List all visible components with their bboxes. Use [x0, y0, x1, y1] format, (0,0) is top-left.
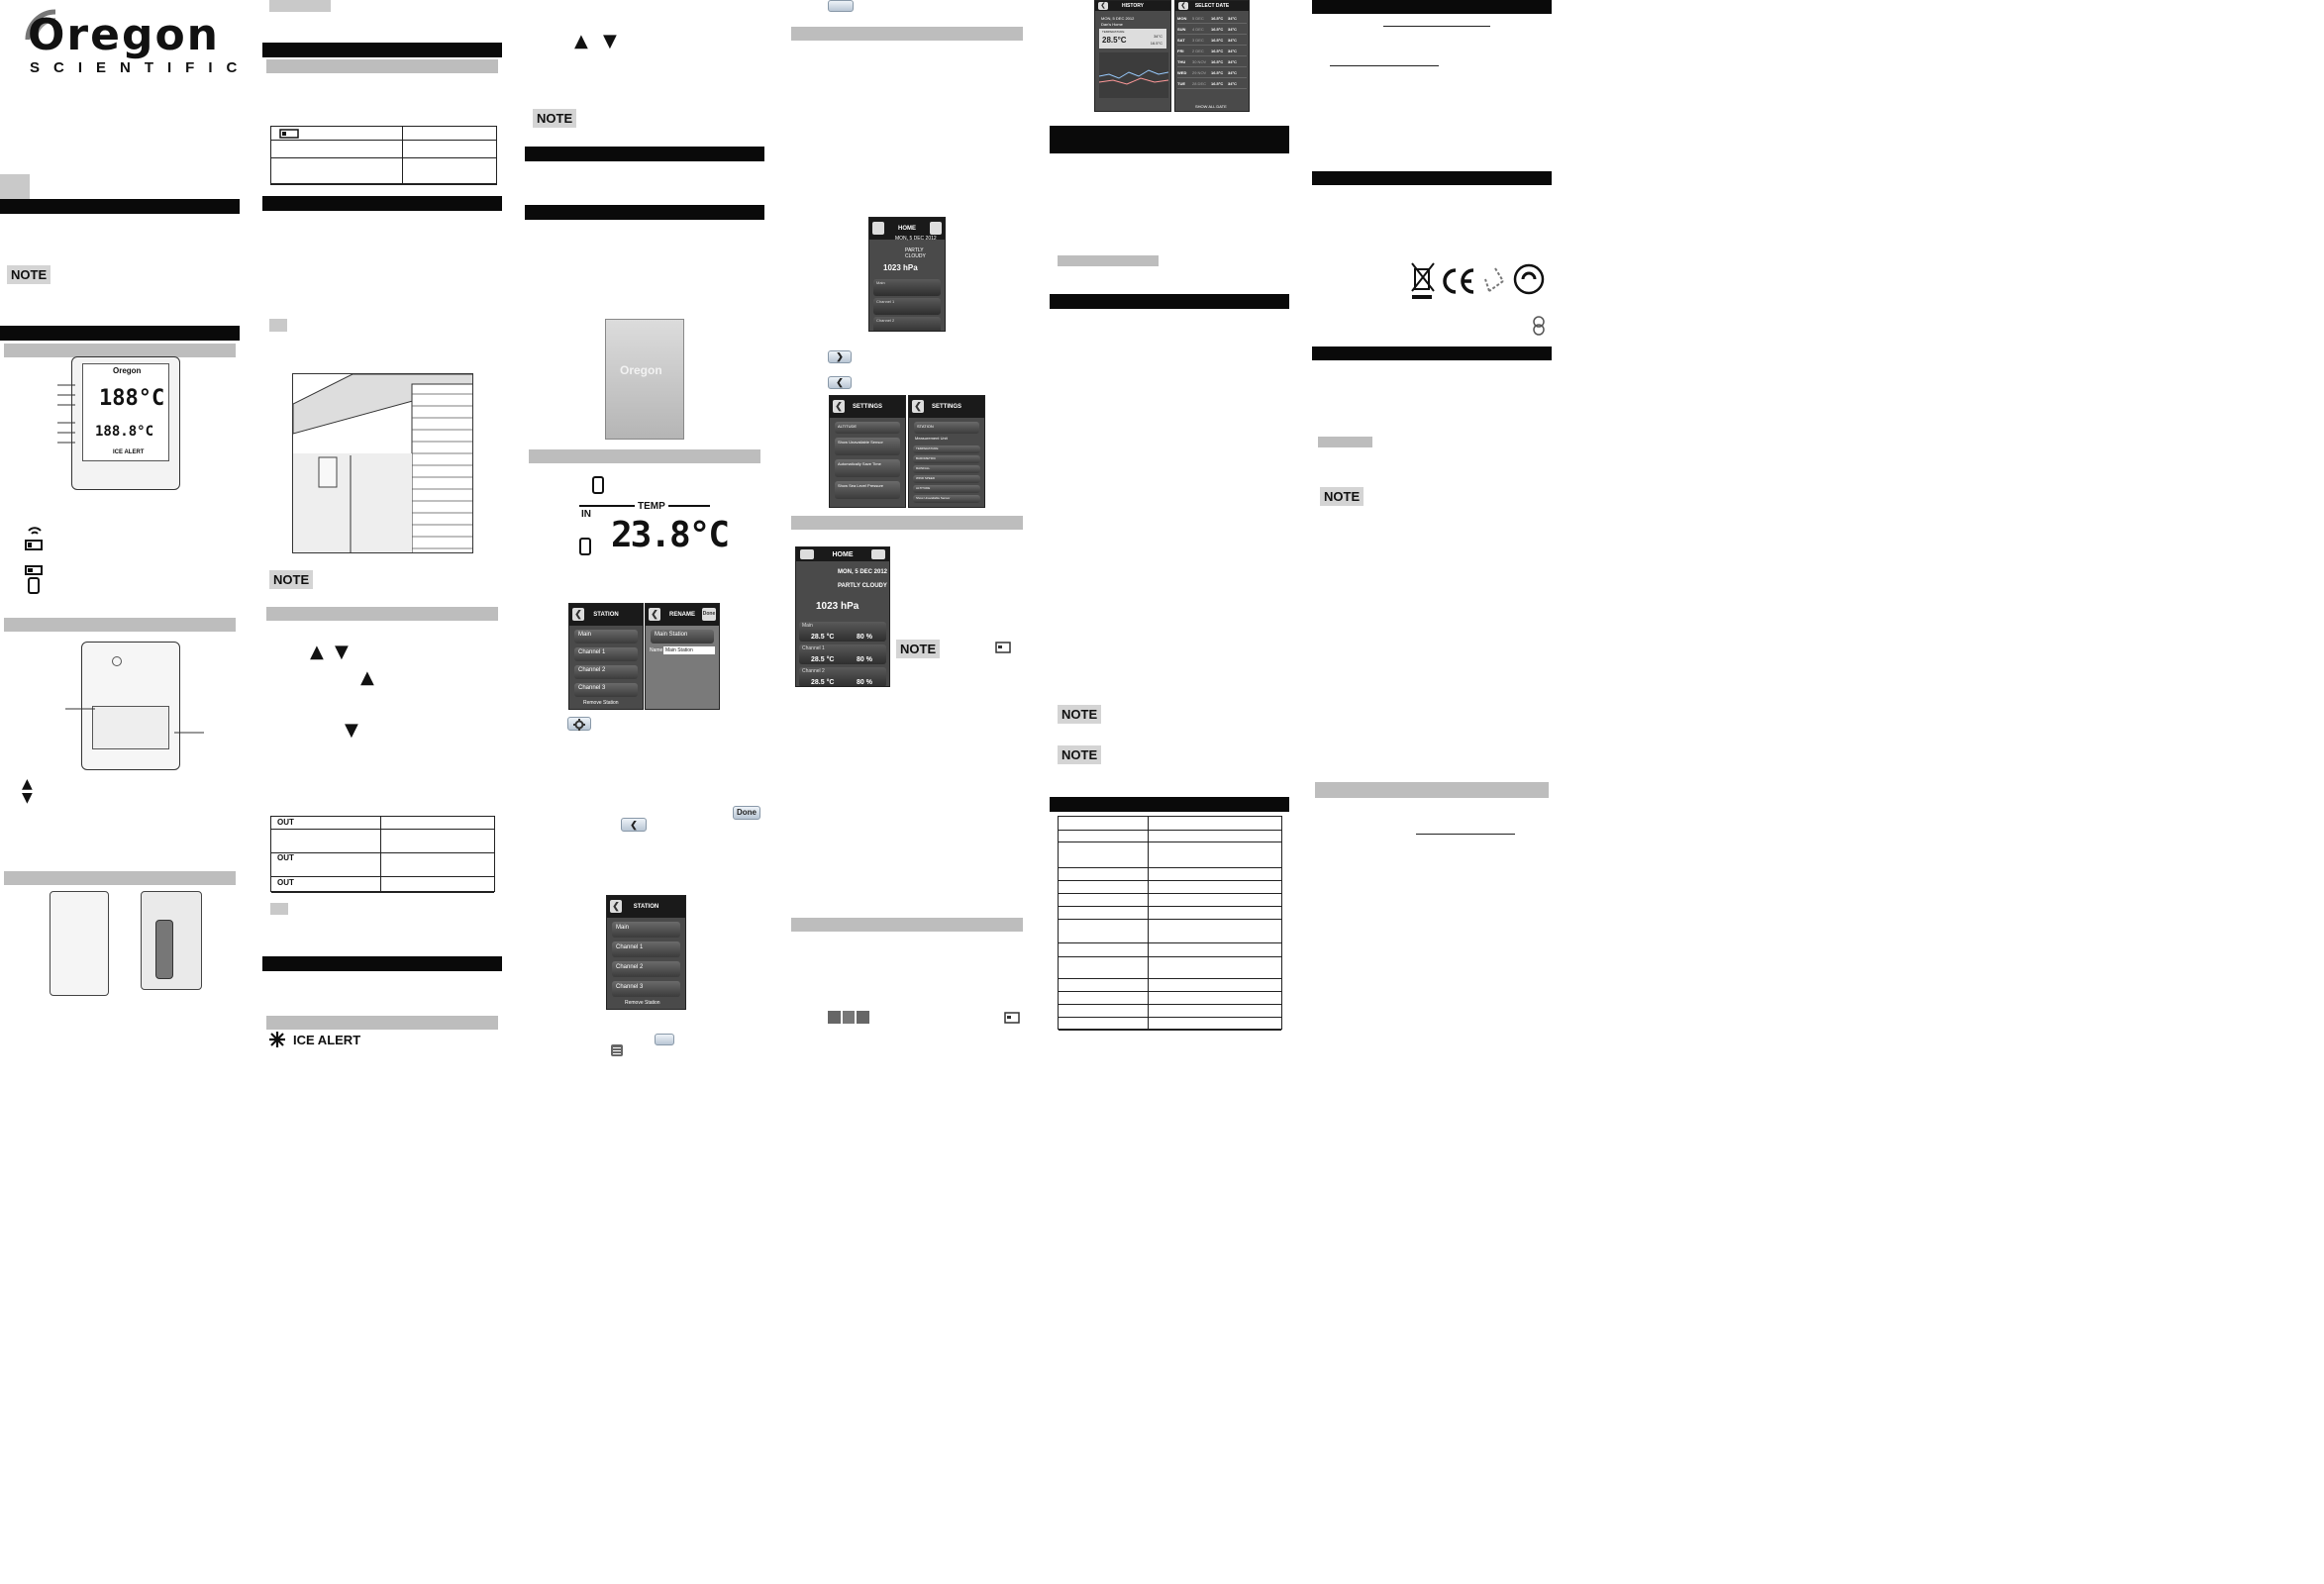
down-arrow-icon: ▼: [22, 790, 33, 806]
date-row-lo: 16.5°C: [1211, 16, 1224, 21]
lcd-temp-label: TEMP: [635, 501, 668, 512]
app-screen-station-drag: [606, 895, 686, 1010]
back-button[interactable]: ❮: [912, 400, 924, 413]
section-header: [1050, 797, 1289, 812]
app-screen-home: [868, 217, 946, 332]
history-date: MON, 5 DEC 2012: [1101, 16, 1135, 21]
date-row-d: MON: [1177, 16, 1187, 21]
settings-row[interactable]: Show Unavailable Sensor: [913, 495, 980, 503]
settings-row[interactable]: RAINFALL: [913, 465, 980, 473]
date-row-lo: 16.5°C: [1211, 59, 1224, 64]
next-chevron-button[interactable]: ❯: [828, 350, 852, 363]
tile-humidity: 80 %: [857, 656, 872, 663]
back-chevron-button[interactable]: ❮: [828, 376, 852, 389]
note-label: NOTE: [7, 265, 51, 284]
down-arrow-icon: ▼: [603, 31, 617, 51]
pressure-icon[interactable]: [857, 1011, 869, 1024]
date-row-hi: 34°C: [1228, 70, 1237, 75]
subsection-bar: [266, 59, 498, 73]
calendar-icon: [1004, 1012, 1020, 1024]
date-row-lo: 16.5°C: [1211, 70, 1224, 75]
specifications-table: [1058, 816, 1282, 1030]
remove-station-button[interactable]: Remove Station: [583, 700, 619, 706]
subsection-bar: [4, 618, 236, 632]
note-label: NOTE: [533, 109, 576, 128]
date-row-date: 5 DEC: [1192, 16, 1204, 21]
date-row-lo: 16.5°C: [1211, 81, 1224, 86]
sensor-front-illustration: [50, 891, 109, 996]
station-row[interactable]: Channel 3: [612, 981, 680, 997]
home-pressure: 1023 hPa: [883, 263, 918, 272]
sensor-back-illustration: [141, 891, 202, 990]
thermometer-icon[interactable]: [828, 1011, 841, 1024]
down-arrow-icon: ▼: [335, 642, 349, 662]
date-row[interactable]: [1177, 68, 1247, 78]
tile-temp: 28.5 °C: [811, 679, 835, 686]
app-screen-home-large: [795, 546, 890, 687]
date-row-hi: 34°C: [1228, 16, 1237, 21]
section-header: [525, 205, 764, 220]
date-row-d: SAT: [1177, 38, 1185, 43]
date-row-lo: 16.5°C: [1211, 38, 1224, 43]
show-all-button[interactable]: SHOW ALL DATE: [1195, 104, 1227, 109]
section-header: [1050, 126, 1289, 153]
note-label: NOTE: [1058, 705, 1101, 724]
back-button[interactable]: ❮: [572, 608, 584, 621]
home-left-button[interactable]: [872, 222, 884, 235]
section-header: [262, 43, 502, 57]
battery-phone-icon: [23, 564, 47, 594]
home-forecast: PARTLY CLOUDY: [905, 248, 926, 259]
date-row-d: THU: [1177, 59, 1186, 64]
language-tab: [0, 174, 30, 200]
screen-title: SETTINGS: [852, 404, 882, 410]
ice-alert-text: ICE ALERT: [113, 449, 145, 455]
screen-title: HOME: [832, 550, 854, 558]
signal-out-label: OUT: [277, 878, 294, 887]
subsection-bar: [266, 1016, 498, 1030]
down-arrow-icon: ▼: [345, 720, 358, 741]
date-row-d: TUE: [1177, 81, 1185, 86]
settings-row[interactable]: Show Unavailable Sensor: [835, 438, 900, 455]
page-number-mark: [1531, 316, 1547, 336]
tool-icons[interactable]: [828, 1011, 869, 1024]
settings-row[interactable]: ALTITUDE: [835, 422, 900, 434]
subsection-bar: [266, 607, 498, 621]
settings-row[interactable]: ALTITUDE: [913, 485, 980, 493]
back-button[interactable]: ❮: [833, 400, 845, 413]
date-row-hi: 34°C: [1228, 27, 1237, 32]
snowflake-icon: [269, 1032, 285, 1047]
lcd-large-value: 23.8°C: [611, 515, 729, 555]
date-row-hi: 34°C: [1228, 59, 1237, 64]
subsection-bar: [1315, 782, 1549, 798]
screen-title: STATION: [633, 904, 659, 910]
green-dot-icon: [1513, 263, 1545, 295]
date-row-hi: 34°C: [1228, 81, 1237, 86]
section-header: [262, 196, 502, 211]
station-row[interactable]: Channel 2: [574, 665, 638, 679]
callout-lines: [65, 705, 204, 744]
up-arrow-icon: ▲: [22, 776, 33, 792]
subsection-bar: [4, 871, 236, 885]
date-row[interactable]: [1177, 79, 1247, 89]
screen-title: SETTINGS: [931, 404, 961, 410]
device-front-illustration: [71, 356, 180, 490]
phone-icon: [592, 476, 604, 494]
name-field-label: Name: [650, 647, 663, 653]
back-chevron-button[interactable]: ❮: [621, 818, 647, 832]
screen-title: RENAME: [668, 612, 695, 618]
screen-title: HISTORY: [1122, 3, 1144, 9]
ce-mark-icon: [1440, 267, 1475, 295]
section-header: [0, 199, 240, 214]
signal-battery-icon: [23, 525, 47, 552]
home-right-button[interactable]: [930, 222, 942, 235]
wall-mount-illustration: [292, 373, 473, 553]
tray-button[interactable]: [828, 0, 854, 12]
gear-icon: [573, 719, 585, 731]
date-row-hi: 34°C: [1228, 38, 1237, 43]
station-row[interactable]: Main: [574, 630, 638, 644]
up-arrow-icon: ▲: [310, 642, 324, 662]
date-row-date: 30 NOV: [1192, 59, 1207, 64]
brand-logo: [22, 6, 252, 76]
recycle-icon: [1479, 265, 1511, 297]
section-header: [1312, 346, 1552, 360]
home-date: MON, 5 DEC 2012: [838, 569, 888, 575]
app-splash-screen: [605, 319, 684, 440]
brand-subtitle: SCIENTIFIC: [30, 59, 252, 76]
menu-icon[interactable]: [611, 1044, 623, 1056]
settings-row[interactable]: Show Sea Level Pressure: [835, 481, 900, 499]
note-label: NOTE: [896, 640, 940, 658]
app-screen-history: [1094, 0, 1171, 112]
history-max: 34°C: [1154, 34, 1162, 39]
app-screen-rename: [645, 603, 720, 710]
app-screen-select-date: [1174, 0, 1250, 112]
signal-out-label: OUT: [277, 818, 294, 827]
date-row[interactable]: [1177, 57, 1247, 67]
date-row-date: 4 DEC: [1192, 27, 1204, 32]
subsection-bar: [1058, 255, 1159, 266]
date-row-d: SUN: [1177, 27, 1186, 32]
note-label: NOTE: [1058, 745, 1101, 764]
station-row[interactable]: Channel 3: [574, 683, 638, 697]
settings-row[interactable]: STATION: [914, 422, 979, 434]
date-row-hi: 34°C: [1228, 49, 1237, 53]
screen-title: HOME: [898, 226, 916, 232]
splash-brand: Oregon: [620, 363, 662, 377]
settings-row[interactable]: WIND SPEED: [913, 475, 980, 483]
date-row-d: WED: [1177, 70, 1187, 75]
settings-section-label: Measurement Unit: [915, 436, 948, 441]
underline-link[interactable]: [1416, 834, 1515, 835]
settings-row[interactable]: BAROMETRIC: [913, 455, 980, 463]
note-label: NOTE: [1320, 487, 1364, 506]
subsection-bar: [791, 27, 1023, 41]
tile-name: Channel 2: [876, 318, 895, 323]
name-input[interactable]: Main Station: [663, 646, 715, 654]
tile-temp: 28.5 °C: [811, 634, 835, 641]
tile-name: Main: [876, 280, 885, 285]
header-placeholder: [269, 0, 331, 12]
phone-icon: [579, 538, 591, 555]
subsection-bar: [4, 344, 236, 357]
tile-name: Channel 2: [802, 668, 825, 674]
note-label: NOTE: [269, 570, 313, 589]
tile-humidity: 80 %: [857, 679, 872, 686]
date-row-date: 29 NOV: [1192, 70, 1207, 75]
up-arrow-icon: ▲: [360, 667, 374, 688]
remove-station-button[interactable]: Remove Station: [625, 1000, 660, 1006]
weee-bin-icon: [1410, 261, 1436, 301]
callout-lines: [57, 381, 77, 450]
home-pressure: 1023 hPa: [816, 601, 859, 612]
section-header: [262, 956, 502, 971]
underline-link[interactable]: [1383, 26, 1490, 27]
subsection-bar: [529, 449, 760, 463]
up-arrow-icon: ▲: [574, 31, 588, 51]
tile-temp: 28.5 °C: [811, 656, 835, 663]
history-temp: 28.5°C: [1102, 36, 1127, 45]
subsection-bar: [791, 516, 1023, 530]
screen-title: SELECT DATE: [1194, 3, 1230, 9]
history-min: 16.5°C: [1150, 41, 1162, 46]
humidity-icon[interactable]: [843, 1011, 856, 1024]
lcd-in-value: 188.8°C: [95, 424, 154, 440]
date-row-d: FRI: [1177, 49, 1184, 53]
section-header: [1050, 294, 1289, 309]
tile-humidity: 80 %: [857, 634, 872, 641]
date-row[interactable]: [1177, 14, 1247, 24]
placeholder-square: [269, 319, 287, 332]
battery-icon: [279, 129, 301, 139]
history-location: Dan's Home: [1101, 22, 1123, 27]
calendar-icon: [995, 642, 1011, 653]
home-date: MON, 5 DEC 2012: [895, 236, 937, 242]
subsection-bar: [791, 918, 1023, 932]
lcd-brand: Oregon: [113, 366, 142, 375]
brand-name: Oregon: [28, 10, 220, 60]
home-right-button[interactable]: [871, 549, 885, 559]
lcd-out-value: 188°C: [99, 386, 165, 411]
ice-alert-label: ICE ALERT: [293, 1033, 361, 1047]
date-list: [1177, 13, 1247, 90]
date-row[interactable]: [1177, 47, 1247, 56]
tile-name: Main: [802, 623, 813, 629]
back-button[interactable]: ❮: [1098, 2, 1108, 10]
underline-link[interactable]: [1330, 65, 1439, 66]
date-row-date: 3 DEC: [1192, 38, 1204, 43]
rename-row: Main Station: [651, 630, 714, 644]
done-button[interactable]: Done: [733, 806, 760, 820]
back-button[interactable]: ❮: [1178, 2, 1188, 10]
date-row-lo: 16.5°C: [1211, 27, 1224, 32]
date-row-lo: 16.5°C: [1211, 49, 1224, 53]
settings-gear-button[interactable]: [567, 717, 591, 731]
history-label: TEMPERATURE: [1102, 30, 1125, 34]
date-row-date: 28 DEC: [1192, 81, 1207, 86]
section-header: [1312, 171, 1552, 185]
app-screen-settings-a: [829, 395, 906, 508]
date-row[interactable]: [1177, 25, 1247, 35]
subsection-bar: [1318, 437, 1372, 447]
compliance-marks: [1410, 261, 1545, 303]
tile-name: Channel 1: [876, 299, 895, 304]
settings-row[interactable]: Automatically Save Time: [835, 459, 900, 477]
signal-out-label: OUT: [277, 853, 294, 862]
history-graph: [1099, 52, 1168, 98]
date-row[interactable]: [1177, 36, 1247, 46]
lcd-in-label: IN: [581, 509, 591, 520]
tile-name: Channel 1: [802, 645, 825, 651]
signal-table: [270, 816, 495, 892]
roof-wall-drawing: [293, 374, 473, 553]
screen-title: STATION: [593, 612, 619, 618]
battery-table: [270, 126, 497, 185]
home-forecast: PARTLY CLOUDY: [838, 583, 887, 589]
tray-button[interactable]: [655, 1034, 674, 1045]
station-row[interactable]: Channel 1: [612, 941, 680, 957]
section-header: [1312, 0, 1552, 14]
station-row[interactable]: Channel 1: [574, 647, 638, 661]
app-screen-settings-b: [908, 395, 985, 508]
home-left-button[interactable]: [800, 549, 814, 559]
app-screen-station: [568, 603, 644, 710]
date-row-date: 2 DEC: [1192, 49, 1204, 53]
section-header: [525, 147, 764, 161]
placeholder-square: [270, 903, 288, 915]
done-button[interactable]: Done: [702, 608, 716, 621]
section-header: [0, 326, 240, 341]
back-button[interactable]: ❮: [610, 900, 622, 913]
lcd-temp-panel: [579, 501, 729, 556]
battery-slot: [155, 920, 173, 979]
settings-row[interactable]: TEMPERATURE: [913, 446, 980, 453]
station-row[interactable]: Main: [612, 922, 680, 938]
back-button[interactable]: ❮: [649, 608, 660, 621]
station-row[interactable]: Channel 2: [612, 961, 680, 977]
